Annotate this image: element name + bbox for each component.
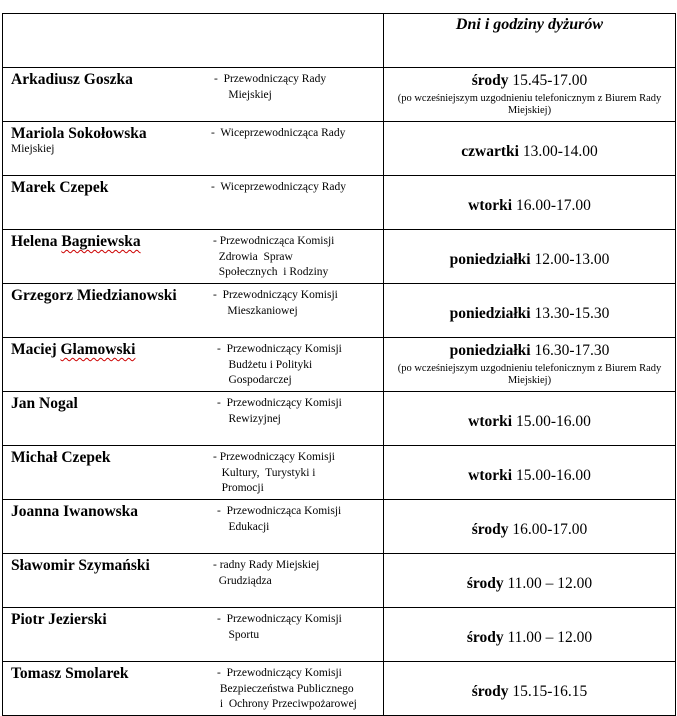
duty-time [384, 575, 675, 593]
name-text: Grzegorz Miedzianowski [11, 287, 177, 304]
councillor-role: - Wiceprzewodniczący Rady [211, 181, 347, 193]
name-text: Michał Czepek [11, 449, 111, 466]
councillor-role: - Przewodniczący Komisji Kultury, Turystyki i Promocji [213, 451, 335, 494]
duty-day: czwartki [461, 143, 519, 160]
duty-day: poniedziałki [449, 305, 531, 322]
councillor-role: - Przewodniczący Komisji Sportu [217, 613, 342, 641]
header-title: Dni i godziny dyżurów [455, 16, 604, 33]
councillor-role: - Wiceprzewodnicząca Rady [211, 127, 346, 139]
duty-time [384, 683, 675, 701]
name-text: Helena Bagniewska [11, 233, 141, 250]
duty-hours: 15.00-16.00 [512, 413, 591, 430]
duty-time [384, 251, 675, 269]
duty-time [384, 629, 675, 647]
duty-day: środy [471, 683, 509, 700]
table-row [3, 500, 675, 554]
duty-hours: 13.00-14.00 [518, 143, 598, 160]
duty-note: (po wcześniejszym uzgodnieniu telefonicznym z Biurem Rady Miejskiej) [397, 363, 662, 386]
duty-time [384, 72, 675, 90]
name-text: Tomasz Smolarek [11, 665, 129, 682]
councillor-name [11, 71, 133, 89]
table-row [3, 392, 675, 446]
councillor-name [11, 611, 107, 629]
name-text: Piotr Jezierski [11, 611, 107, 628]
duty-hours: 16.00-17.00 [508, 521, 588, 538]
duty-day: wtorki [468, 413, 513, 430]
councillor-role: - Przewodniczący Komisji Bezpieczeństwa Publicznego i Ochrony Przeciwpożarowej [217, 667, 357, 710]
duty-day: poniedziałki [449, 251, 531, 268]
councillor-name [11, 179, 108, 197]
duty-hours-table [2, 13, 676, 716]
duty-hours: 11.00 – 12.00 [503, 629, 593, 646]
duty-hours: 12.00-13.00 [530, 251, 610, 268]
councillor-role-continued: Miejskiej [11, 143, 55, 155]
duty-day: środy [466, 575, 504, 592]
duty-hours: 16.00-17.00 [512, 197, 591, 214]
duty-time [384, 521, 675, 539]
spellcheck-underline: Glamowski [60, 341, 136, 358]
duty-day: wtorki [468, 197, 513, 214]
duty-day: środy [466, 629, 504, 646]
duty-note: (po wcześniejszym uzgodnieniu telefonicznym z Biurem Rady Miejskiej) [397, 93, 662, 116]
councillor-role: - Przewodniczący Komisji Rewizyjnej [217, 397, 342, 425]
name-text: Maciej Glamowski [11, 341, 136, 358]
name-text: Sławomir Szymański [11, 557, 150, 574]
table-row [3, 554, 675, 608]
duty-day: poniedziałki [449, 342, 531, 359]
duty-day: środy [471, 521, 509, 538]
table-row [3, 284, 675, 338]
name-text: Mariola Sokołowska [11, 125, 147, 142]
councillor-name [11, 341, 135, 359]
duty-hours: 15.45-17.00 [508, 72, 588, 89]
spellcheck-underline: Bagniewska [61, 233, 141, 250]
councillor-role: - Przewodnicząca Komisji Edukacji [217, 505, 342, 533]
duty-hours: 13.30-15.30 [530, 305, 610, 322]
duty-time [384, 413, 675, 431]
duty-time [384, 342, 675, 360]
councillor-role: - Przewodnicząca Komisji Zdrowia Spraw Społecznych i Rodziny [213, 235, 335, 278]
councillor-name [11, 233, 141, 251]
duty-time [384, 467, 675, 485]
councillor-name [11, 395, 78, 413]
name-text: Arkadiusz Goszka [11, 71, 133, 88]
table-row [3, 68, 675, 122]
table-row [3, 446, 675, 500]
duty-time [384, 143, 675, 161]
table-row [3, 122, 675, 176]
duty-hours: 16.30-17.30 [530, 342, 610, 359]
table-row [3, 662, 675, 716]
duty-time [384, 305, 675, 323]
table-row [3, 230, 675, 284]
duty-day: środy [471, 72, 509, 89]
name-text: Marek Czepek [11, 179, 109, 196]
duty-hours: 11.00 – 12.00 [503, 575, 593, 592]
councillor-name [11, 557, 150, 575]
councillor-role: - Przewodniczący Komisji Budżetu i Polityki Gospodarczej [217, 343, 342, 386]
table-row [3, 338, 675, 392]
duty-hours: 15.15-16.15 [508, 683, 588, 700]
table-row [3, 608, 675, 662]
table-header [3, 14, 675, 68]
duty-time [384, 197, 675, 215]
councillor-name [11, 503, 138, 521]
councillor-name [11, 665, 129, 683]
councillor-role: - Przewodniczący Komisji Mieszkaniowej [213, 289, 338, 317]
duty-hours: 15.00-16.00 [512, 467, 591, 484]
table-row [3, 176, 675, 230]
duty-day: wtorki [468, 467, 513, 484]
name-text: Jan Nogal [11, 395, 78, 412]
councillor-name [11, 287, 177, 305]
councillor-name [11, 449, 110, 467]
councillor-role: - Przewodniczący Rady Miejskiej [214, 73, 327, 101]
councillor-name [11, 125, 147, 143]
name-text: Joanna Iwanowska [11, 503, 139, 520]
councillor-role: - radny Rady Miejskiej Grudziądza [213, 559, 320, 587]
